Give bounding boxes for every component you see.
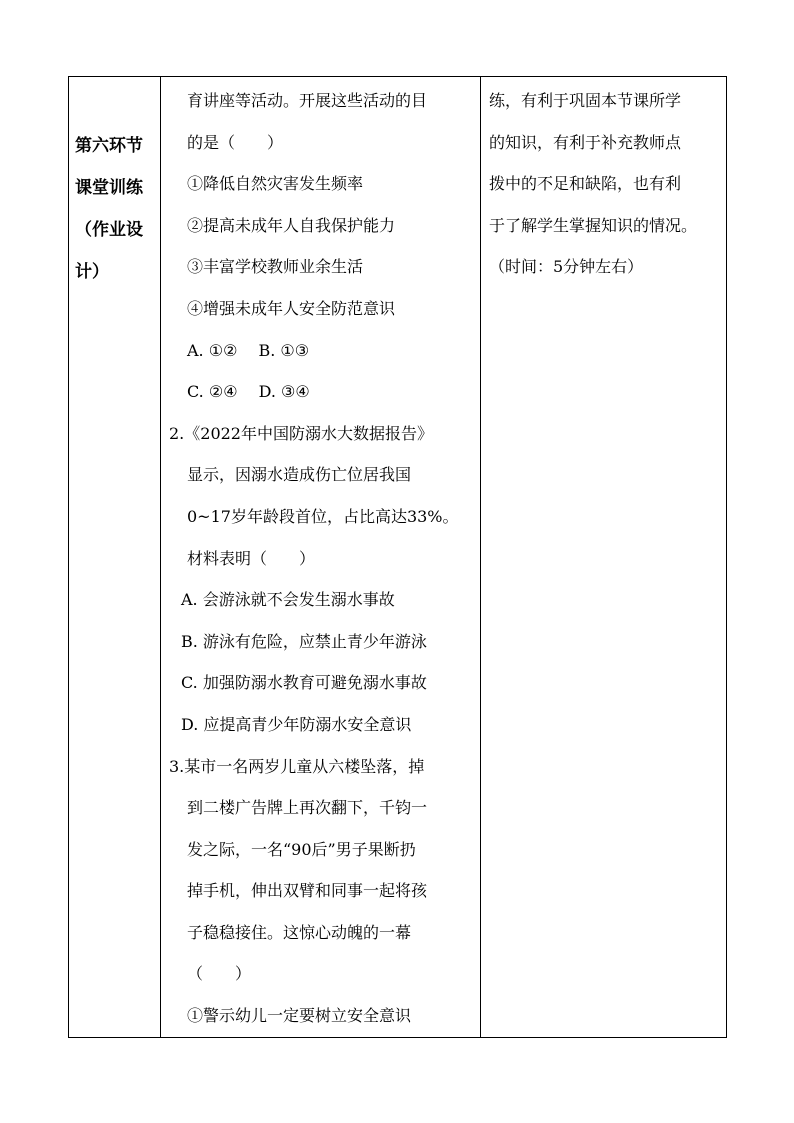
q2-option: C. 加强防溺水教育可避免溺水事故 (181, 673, 427, 693)
q1-statement: ①降低自然灾害发生频率 (187, 174, 364, 194)
stage-line: （作业设 (75, 220, 143, 240)
q3-stem-line: 子稳稳接住。这惊心动魄的一幕 (187, 922, 412, 942)
q2-option: B. 游泳有危险，应禁止青少年游泳 (181, 631, 427, 651)
table-row (69, 77, 727, 1038)
q1-stem-line: 育讲座等活动。开展这些活动的目 (187, 91, 428, 110)
q1-choices: C. ②④ D. ③④ (187, 382, 310, 402)
q3-stem-line: （ ） (187, 964, 252, 984)
q3-stem-line: 发之际，一名“90后”男子果断扔 (187, 839, 416, 859)
content-cell (161, 77, 481, 1038)
intent-line: 练，有利于巩固本节课所学 (489, 91, 682, 110)
stage-line: 第六环节 (75, 136, 143, 156)
intent-line: 于了解学生掌握知识的情况。 (489, 215, 698, 235)
q3-stem-line: 到二楼广告牌上再次翻下，千钧一 (187, 798, 428, 818)
q2-stem-line: 材料表明（ ） (187, 548, 316, 568)
design-intent-text (481, 77, 726, 288)
q1-statement: ③丰富学校教师业余生活 (187, 257, 364, 277)
stage-line: 课堂训练 (75, 178, 143, 198)
lesson-plan-table (68, 76, 727, 1038)
q3-stem-line: 掉手机，伸出双臂和同事一起将孩 (187, 881, 428, 901)
q1-statement: ④增强未成年人安全防范意识 (187, 298, 396, 318)
stage-cell (69, 77, 161, 1038)
q2-option: A. 会游泳就不会发生溺水事故 (181, 590, 395, 610)
stage-label (69, 77, 160, 293)
q1-choices: A. ①② B. ①③ (187, 340, 310, 360)
q2-option: D. 应提高青少年防溺水安全意识 (181, 714, 412, 734)
q2-stem-line: 0~17岁年龄段首位，占比高达33%。 (187, 506, 459, 526)
intent-line: 的知识，有利于补充教师点 (489, 132, 682, 152)
q1-statement: ②提高未成年人自我保护能力 (187, 215, 396, 235)
q2-stem-line: 显示，因溺水造成伤亡位居我国 (187, 465, 412, 485)
intent-line: （时间：5分钟左右） (489, 257, 644, 277)
q3-stem-line: 3.某市一名两岁儿童从六楼坠落，掉 (169, 756, 425, 776)
intent-line: 拨中的不足和缺陷，也有利 (489, 174, 682, 194)
stage-line: 计） (75, 262, 109, 282)
exercise-content (161, 77, 480, 1037)
q1-stem-line: 的是（ ） (187, 132, 284, 152)
q3-statement: ①警示幼儿一定要树立安全意识 (187, 1006, 412, 1026)
design-intent-cell (481, 77, 727, 1038)
q2-stem-line: 2.《2022年中国防溺水大数据报告》 (169, 423, 433, 443)
